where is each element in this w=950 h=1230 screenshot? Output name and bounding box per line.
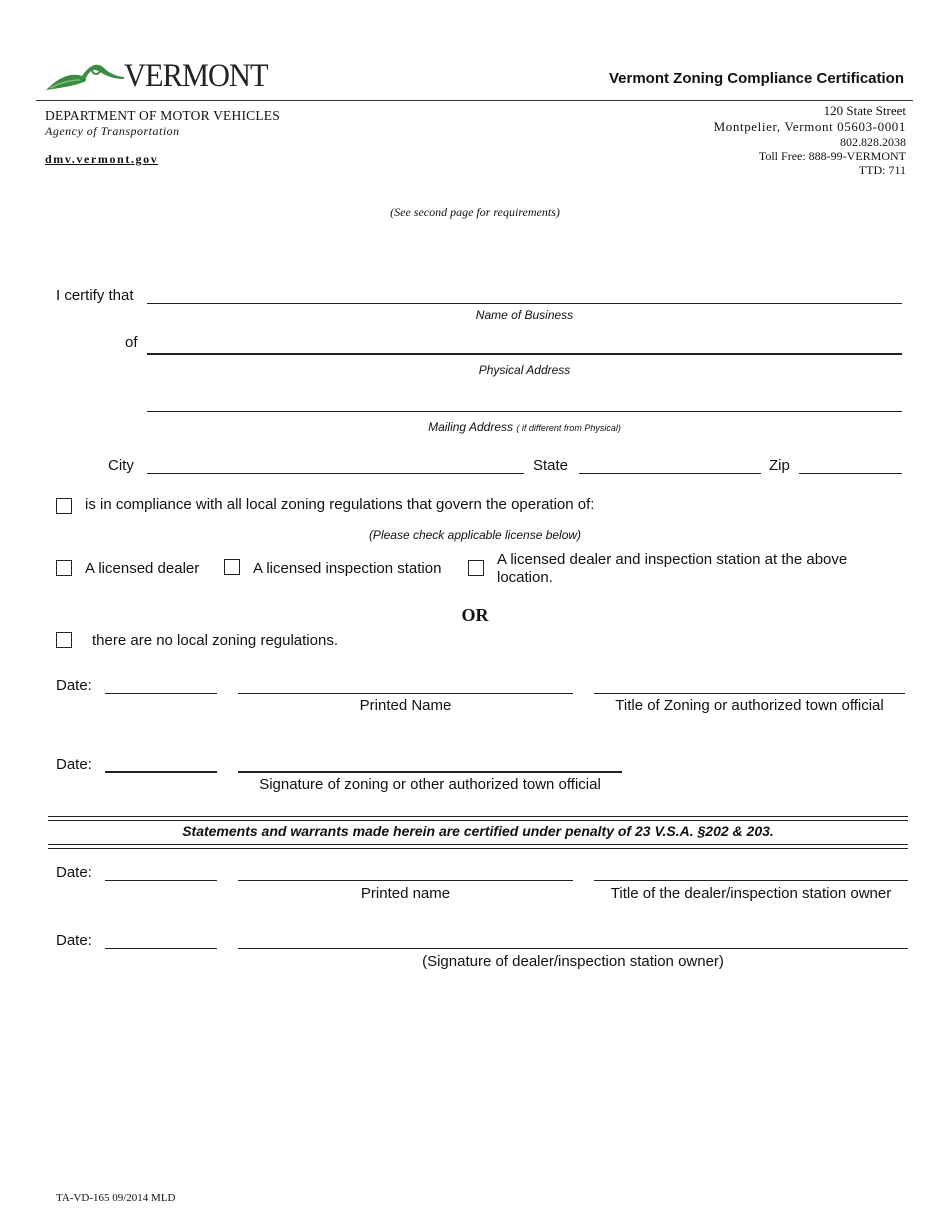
official-date-field[interactable] <box>105 693 217 694</box>
website-link[interactable]: dmv.vermont.gov <box>45 152 159 166</box>
owner-title-field[interactable] <box>594 880 908 881</box>
state-label: State <box>533 457 569 474</box>
official-signature-date-label: Date: <box>56 756 92 773</box>
compliance-statement: is in compliance with all local zoning regulations that govern the operation of: <box>85 496 595 513</box>
inspection-station-option-label: A licensed inspection station <box>253 560 442 577</box>
certify-label: I certify that <box>56 287 134 304</box>
department-name: DEPARTMENT OF MOTOR VEHICLES <box>45 108 280 123</box>
address-street: 120 State Street <box>823 103 906 118</box>
penalty-top-rule <box>48 816 908 821</box>
owner-title-caption: Title of the dealer/inspection station owner <box>610 885 892 902</box>
header-divider <box>36 100 913 101</box>
official-printed-name-field[interactable] <box>238 693 573 694</box>
mountain-icon <box>44 60 126 94</box>
mailing-address-note: ( if different from Physical) <box>516 423 621 433</box>
owner-signature-date-field[interactable] <box>105 948 217 949</box>
zip-label: Zip <box>769 457 790 474</box>
official-title-field[interactable] <box>594 693 905 694</box>
dealer-and-inspection-option-label: A licensed dealer and inspection station at the above location. <box>497 551 848 586</box>
official-title-caption: Title of Zoning or authorized town official <box>615 697 884 714</box>
or-divider-label: OR <box>461 605 489 625</box>
business-name-field[interactable] <box>147 303 902 304</box>
dealer-and-inspection-checkbox[interactable] <box>468 560 484 576</box>
inspection-station-checkbox[interactable] <box>224 559 240 575</box>
address-city: Montpelier, Vermont 05603-0001 <box>713 119 906 134</box>
logo-wordmark: VERMONT <box>124 58 268 94</box>
no-zoning-checkbox[interactable] <box>56 632 72 648</box>
official-printed-name-caption: Printed Name <box>359 697 452 714</box>
address-ttd: TTD: 711 <box>858 163 906 177</box>
mailing-address-field[interactable] <box>147 411 902 412</box>
no-zoning-label: there are no local zoning regulations. <box>92 632 338 649</box>
agency-name: Agency of Transportation <box>45 124 180 138</box>
agency-address <box>714 103 906 177</box>
owner-signature-date-label: Date: <box>56 932 92 949</box>
official-date-label: Date: <box>56 677 92 694</box>
penalty-bottom-rule <box>48 844 908 849</box>
official-signature-caption: Signature of zoning or other authorized town official <box>259 776 601 793</box>
mailing-address-label: Mailing Address <box>428 420 514 434</box>
owner-printed-name-caption: Printed name <box>360 885 451 902</box>
dealer-checkbox[interactable] <box>56 560 72 576</box>
owner-date-field[interactable] <box>105 880 217 881</box>
owner-printed-name-field[interactable] <box>238 880 573 881</box>
dealer-option-label: A licensed dealer <box>85 560 200 577</box>
of-label: of <box>125 334 138 351</box>
requirements-note: (See second page for requirements) <box>390 205 560 219</box>
owner-signature-caption: (Signature of dealer/inspection station owner) <box>422 953 724 970</box>
form-number: TA-VD-165 09/2014 MLD <box>56 1192 176 1204</box>
state-field[interactable] <box>579 473 761 474</box>
vermont-logo <box>44 60 266 96</box>
license-check-note: (Please check applicable license below) <box>368 528 582 542</box>
physical-address-caption: Physical Address <box>478 363 571 377</box>
official-signature-field[interactable] <box>238 771 622 773</box>
owner-signature-field[interactable] <box>238 948 908 949</box>
city-field[interactable] <box>147 473 524 474</box>
compliance-checkbox[interactable] <box>56 498 72 514</box>
business-name-caption: Name of Business <box>475 308 574 322</box>
mailing-address-caption <box>147 420 902 434</box>
address-toll-free: Toll Free: 888-99-VERMONT <box>758 149 906 163</box>
owner-date-label: Date: <box>56 864 92 881</box>
penalty-statement: Statements and warrants made herein are certified under penalty of 23 V.S.A. §202 & 203. <box>182 823 774 839</box>
address-phone: 802.828.2038 <box>840 135 906 149</box>
zip-field[interactable] <box>799 473 902 474</box>
official-signature-date-field[interactable] <box>105 771 217 773</box>
city-label: City <box>108 457 134 474</box>
physical-address-field[interactable] <box>147 353 902 355</box>
form-title: Vermont Zoning Compliance Certification <box>608 70 904 87</box>
